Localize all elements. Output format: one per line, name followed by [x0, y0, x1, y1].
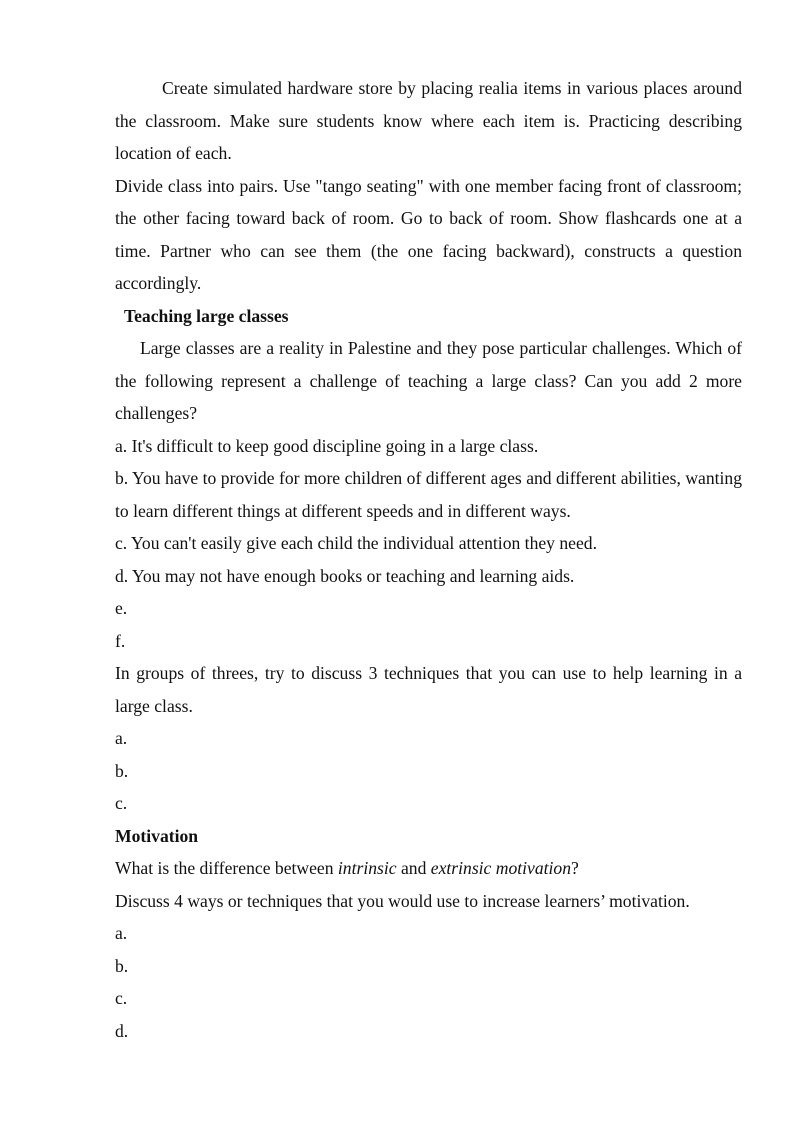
challenge-item-a: a. It's difficult to keep good discipline going in a large class. [115, 435, 539, 456]
question-text-after: ? [571, 858, 579, 878]
motivation-item-b: b. [115, 955, 129, 976]
hardware-store-paragraph: Create simulated hardware store by placing realia items in various places around the classroom. Make sure students know where each item is. Practicing describing location of each. [115, 78, 742, 163]
question-text-mid: and [396, 858, 431, 878]
motivation-item-c: c. [115, 988, 128, 1008]
intrinsic-term: intrinsic [337, 858, 397, 878]
challenge-item-c: c. You can't easily give each child the individual attention they need. [115, 533, 597, 553]
motivation-item-a: a. [115, 923, 128, 943]
technique-item-c: c. [115, 793, 128, 813]
motivation-heading: Motivation [115, 825, 199, 846]
groups-prompt: In groups of threes, try to discuss 3 techniques that you can use to help learning in a large class. [115, 663, 742, 716]
large-classes-heading: Teaching large classes [124, 305, 289, 326]
motivation-item-d: d. [115, 1020, 129, 1041]
motivation-discuss-prompt: Discuss 4 ways or techniques that you would use to increase learners’ motivation. [115, 890, 690, 911]
challenge-item-d: d. You may not have enough books or teaching and learning aids. [115, 565, 575, 586]
extrinsic-term: extrinsic motivation [430, 858, 572, 878]
challenge-item-f: f. [115, 630, 126, 651]
document-page [115, 72, 742, 1047]
question-text-before: What is the difference between [115, 858, 338, 878]
tango-seating-paragraph: Divide class into pairs. Use "tango seating" with one member facing front of classroom; the other facing toward back of room. Go to back of room. Show flashcards one at a time. Partner who can see them (the one facing backward), constructs a question accordingly. [115, 175, 742, 293]
large-classes-intro: Large classes are a reality in Palestine and they pose particular challenges. Which of the following represent a challenge of teaching a large class? Can you add 2 more challenges? [115, 338, 742, 423]
challenge-item-b: b. You have to provide for more children of different ages and different abilities, wanting to learn different things at different speeds and in different ways. [115, 468, 742, 521]
challenge-item-e: e. [115, 598, 128, 618]
technique-item-b: b. [115, 760, 129, 781]
technique-item-a: a. [115, 728, 128, 748]
motivation-question [115, 852, 742, 885]
